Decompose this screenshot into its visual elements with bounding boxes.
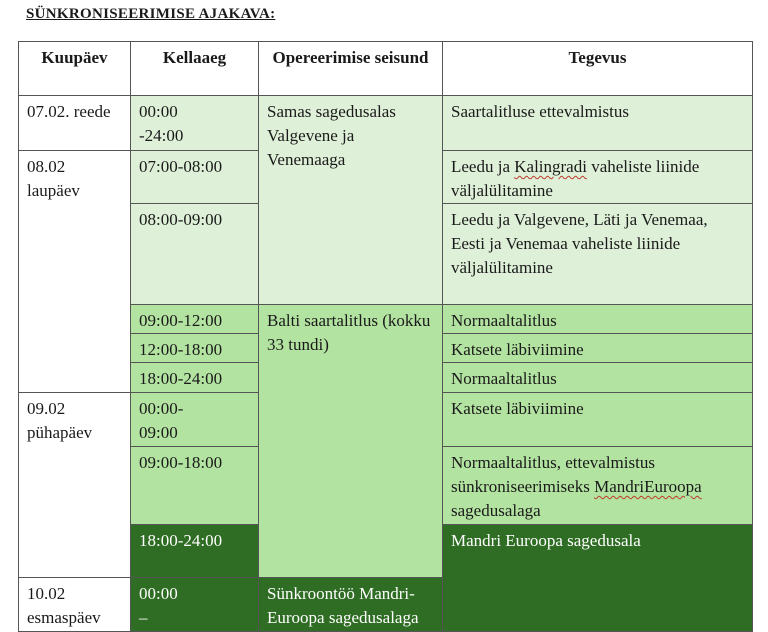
activity-text: Leedu ja — [451, 157, 515, 176]
time-cell: 00:00 – — [131, 578, 259, 632]
activity-text-flagged: Kalingradi — [514, 157, 587, 176]
activity-cell: Sünkroontöö Mandri-Euroopa sagedusalaga — [259, 578, 443, 632]
time-cell: 08:00-09:00 — [131, 204, 259, 305]
header-activity: Tegevus — [443, 42, 753, 96]
time-cell: 00:00- 09:00 — [131, 393, 259, 447]
activity-text-flagged: MandriEuroopa — [594, 477, 702, 496]
schedule-table — [18, 41, 753, 632]
table-row — [19, 96, 753, 151]
date-cell: 09.02 pühapäev — [19, 393, 131, 578]
activity-cell: Katsete läbiviimine — [443, 334, 753, 363]
activity-cell: Leedu ja Valgevene, Läti ja Venemaa, Eesti ja Venemaa vaheliste liinide väljalülitamine — [443, 204, 753, 305]
mode-cell: Mandri Euroopa sagedusala — [443, 525, 753, 632]
time-cell: 18:00-24:00 — [131, 525, 259, 578]
activity-cell: Saartalitluse ettevalmistus — [443, 96, 753, 151]
time-cell: 00:00 -24:00 — [131, 96, 259, 151]
time-cell: 09:00-18:00 — [131, 447, 259, 525]
activity-cell: Normaaltalitlus — [443, 305, 753, 334]
header-row — [19, 42, 753, 96]
activity-cell: Normaaltalitlus — [443, 363, 753, 393]
activity-cell: Katsete läbiviimine — [443, 393, 753, 447]
time-cell: 07:00-08:00 — [131, 151, 259, 204]
header-date: Kuupäev — [19, 42, 131, 96]
mode-cell: Samas sagedusalas Valgevene ja Venemaaga — [259, 96, 443, 305]
date-cell: 07.02. reede — [19, 96, 131, 151]
time-cell: 09:00-12:00 — [131, 305, 259, 334]
date-cell: 10.02 esmaspäev — [19, 578, 131, 632]
activity-cell — [443, 447, 753, 525]
time-cell: 12:00-18:00 — [131, 334, 259, 363]
activity-text: vaheliste liinide väljalülitamine — [451, 157, 700, 200]
time-cell: 18:00-24:00 — [131, 363, 259, 393]
header-time: Kellaaeg — [131, 42, 259, 96]
activity-cell — [443, 151, 753, 204]
activity-text: sagedusalaga — [451, 501, 541, 520]
document-title: SÜNKRONISEERIMISE AJAKAVA: — [26, 6, 276, 22]
activity-text: Normaaltalitlus, ettevalmistus sünkroniseerimiseks — [451, 453, 655, 496]
date-cell: 08.02 laupäev — [19, 151, 131, 393]
mode-cell: Balti saartalitlus (kokku 33 tundi) — [259, 305, 443, 578]
header-mode: Opereerimise seisund — [259, 42, 443, 96]
